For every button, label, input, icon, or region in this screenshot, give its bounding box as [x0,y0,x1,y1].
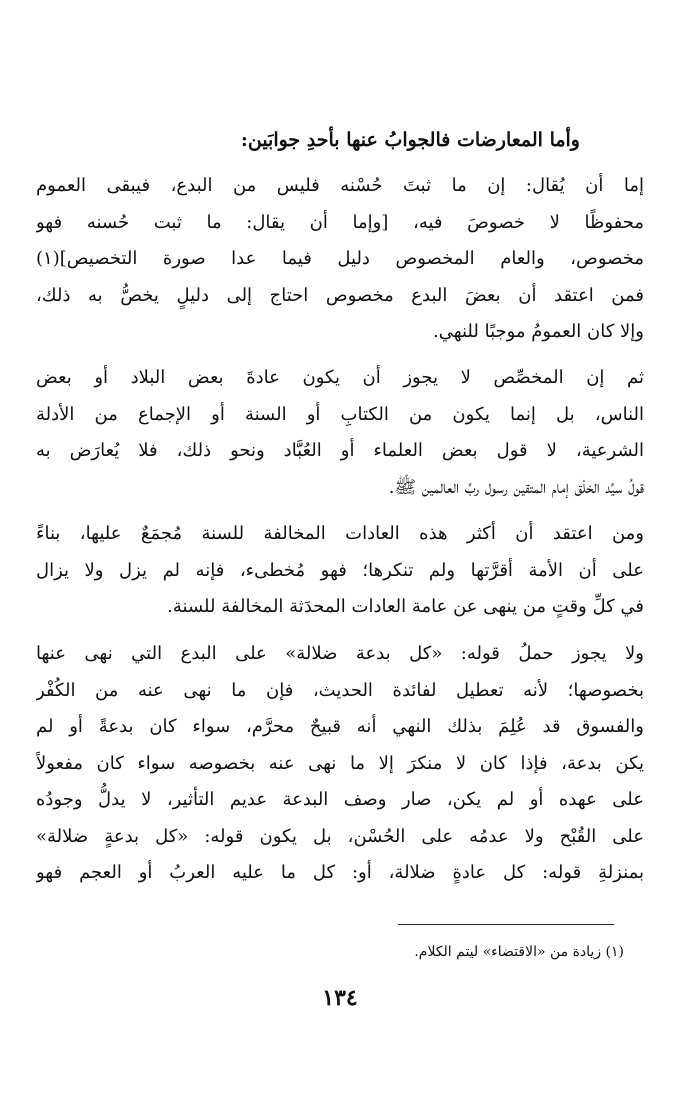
text-line: قولُ سيِّد الخلْق إمام المتقين رسول ربِّ العالمين ﷺ. [388,476,644,498]
page-number: ١٣٤ [322,985,358,1011]
text-line: محفوظًا لا خصوصَ فيه، [وإما أن يقال: ما ثبت حُسنه فهو [36,211,644,233]
paragraph-3 [36,516,644,626]
text-line: ومن اعتقد أن أكثر هذه العادات المخالفة للسنة مُجمَعٌ عليها، بناءً [36,523,644,544]
text-line: ولا يجوز حملُ قوله: «كل بدعة ضلالة» على البدع التي نهى عنها [36,643,644,664]
text-line: على أن الأمة أقرَّتها ولم تنكرها؛ فهو مُخطىء، فإنه لم يزل ولا يزال [36,559,644,581]
text-line: الشرعية، لا قول بعض العلماء أو العُبَّاد ونحو ذلك، فلا يُعارَض به [36,440,644,461]
text-line: على عهده أو لم يكن، صار وصف البدعة عديم التأثير، لا يدلُّ وجودُه [36,789,644,810]
paragraph-4 [36,636,644,892]
text-line: بخصوصها؛ لأنه تعطيل لفائدة الحديث، فإن ما نهى عنه من الكُفْر [36,679,644,701]
footnote: (١) زيادة من «الاقتضاء» ليتم الكلام. [414,944,624,960]
text-line: يكن بدعة، فإذا كان لا منكرَ إلا ما نهى عنه بخصوصه سواء كان مفعولاً [36,752,644,774]
text-line: في كلِّ وقتٍ من ينهى عن عامة العادات المحدَثة المخالفة للسنة. [167,596,644,617]
paragraph-1 [36,168,644,351]
text-line: على القُبْح ولا عدمُه على الحُسْن، بل يكون قوله: «كل بدعةٍ ضلالة» [36,825,644,847]
text-line: الناس، بل إنما يكون من الكتابِ أو السنة أو الإجماع من الأدلة [36,403,644,425]
text-line: والفسوق قد عُلِمَ بذلك النهي أنه قبيحٌ محرَّم، سواء كان بدعةً أو لم [36,716,644,737]
text-line: بمنزلةِ قوله: كل عادةٍ ضلالة، أو: كل ما عليه العربُ أو العجم فهو [36,862,644,883]
text-line: ثم إن المخصِّص لا يجوز أن يكون عادةَ بعض البلاد أو بعض [36,367,644,388]
section-heading: وأما المعارضات فالجوابُ عنها بأحدِ جوابَين: [240,129,580,151]
text-line: وإلا كان العمومُ موجبًا للنهي. [432,321,644,342]
text-line: مخصوص، والعام المخصوص دليل فيما عدا صورة التخصيص](١) [36,248,644,269]
text-line: فمن اعتقد أن بعضَ البدع مخصوص احتاج إلى دليلٍ يخصُّ به ذلك، [36,284,644,306]
footnote-divider [398,924,614,925]
text-line: إما أن يُقال: إن ما ثبتَ حُسْنه فليس من البدع، فيبقى العموم [36,175,644,196]
paragraph-2 [36,360,644,506]
